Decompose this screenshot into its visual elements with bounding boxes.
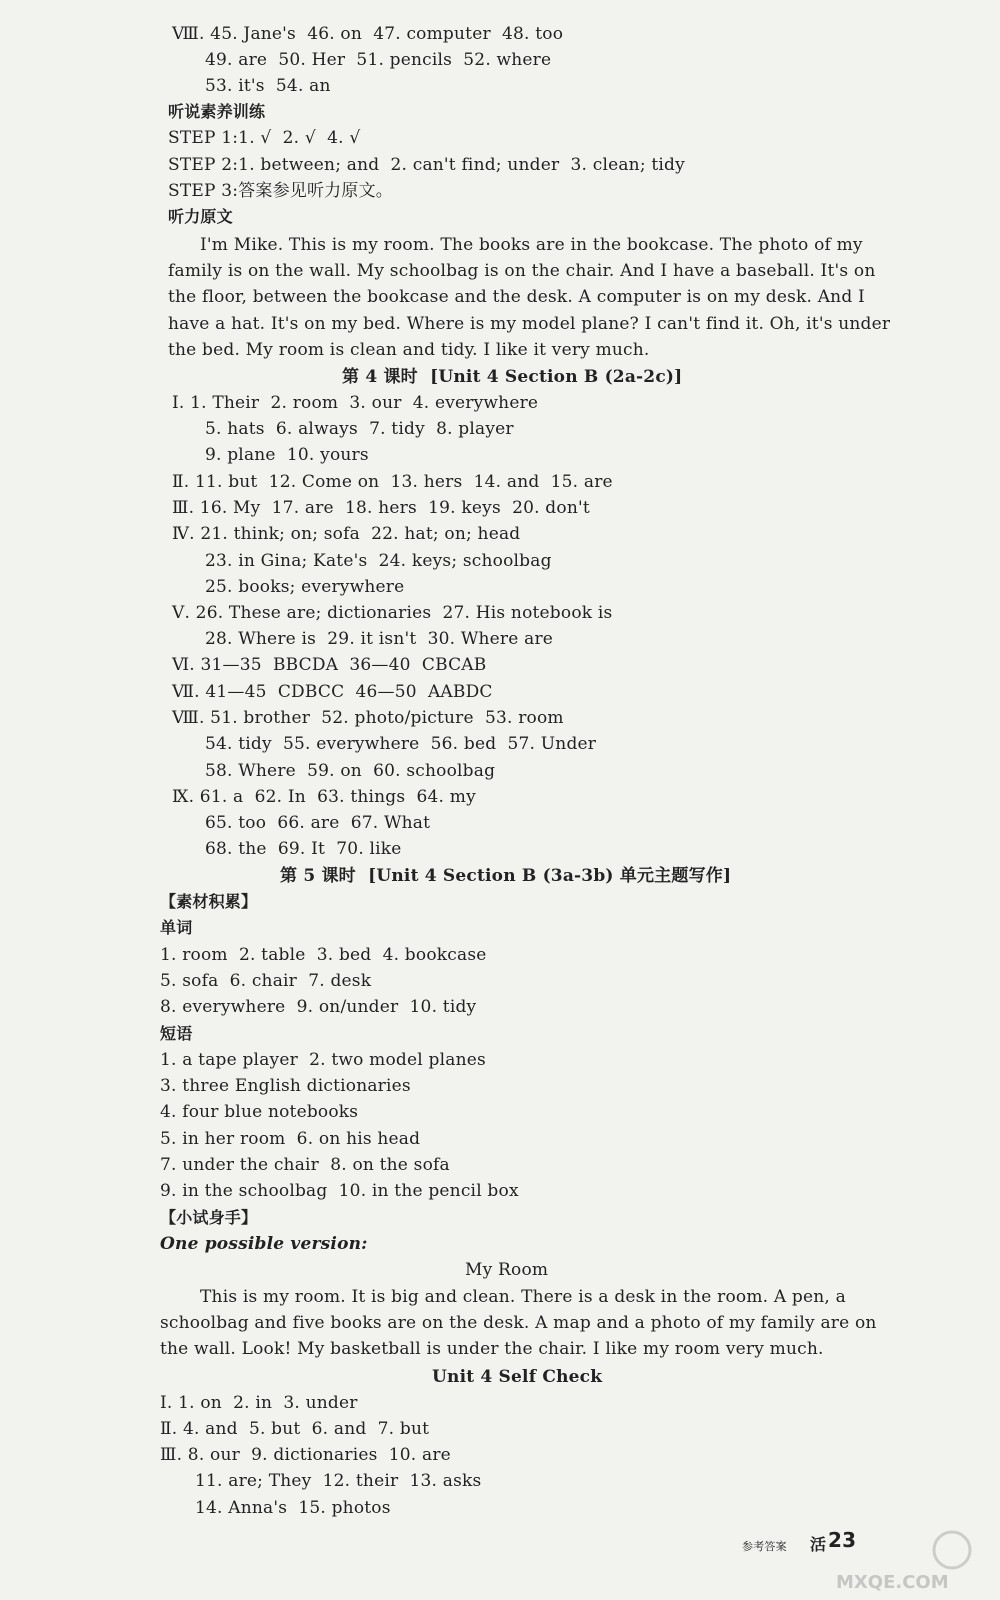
watermark-logo	[832, 1524, 982, 1594]
self-check-ii-line: Ⅱ. 4. and 5. but 6. and 7. but	[160, 1419, 430, 1439]
phrases-line-5: 7. under the chair 8. on the sofa	[160, 1155, 450, 1175]
footer-section-label: 参考答案	[742, 1540, 787, 1553]
self-check-iii-line-2: 11. are; They 12. their 13. asks	[195, 1471, 482, 1491]
listening-speaking-heading: 听说素养训练	[168, 102, 266, 121]
script-line-3: the floor, between the bookcase and the desk. A computer is on my desk. And I	[168, 287, 865, 307]
step-2-line: STEP 2:1. between; and 2. can't find; under 3. clean; tidy	[168, 155, 685, 175]
try-it-heading: 【小试身手】	[160, 1208, 258, 1227]
words-heading: 单词	[160, 918, 193, 937]
listening-script-heading: 听力原文	[168, 207, 233, 226]
material-accumulation-heading: 【素材积累】	[160, 892, 258, 911]
words-line-2: 5. sofa 6. chair 7. desk	[160, 971, 372, 991]
script-line-4: have a hat. It's on my bed. Where is my model plane? I can't find it. Oh, it's under	[168, 314, 891, 334]
script-line-2: family is on the wall. My schoolbag is on the chair. And I have a baseball. It's on	[168, 261, 876, 281]
lesson4-ix-line-2: 65. too 66. are 67. What	[205, 813, 431, 833]
essay-title: My Room	[465, 1260, 549, 1280]
lesson4-vi-line: Ⅵ. 31—35 BBCDA 36—40 CBCAB	[172, 655, 487, 675]
self-check-iii-line-3: 14. Anna's 15. photos	[195, 1498, 391, 1518]
section-viii-line-1: Ⅷ. 45. Jane's 46. on 47. computer 48. too	[172, 24, 564, 44]
script-line-1: I'm Mike. This is my room. The books are in the bookcase. The photo of my	[200, 235, 863, 255]
lesson4-iv-line-2: 23. in Gina; Kate's 24. keys; schoolbag	[205, 551, 552, 571]
lesson4-i-line-1: Ⅰ. 1. Their 2. room 3. our 4. everywhere	[172, 393, 539, 413]
words-line-1: 1. room 2. table 3. bed 4. bookcase	[160, 945, 487, 965]
self-check-iii-line-1: Ⅲ. 8. our 9. dictionaries 10. are	[160, 1445, 451, 1465]
phrases-line-2: 3. three English dictionaries	[160, 1076, 411, 1096]
phrases-line-6: 9. in the schoolbag 10. in the pencil box	[160, 1181, 519, 1201]
step-3-line: STEP 3:答案参见听力原文。	[168, 181, 393, 201]
essay-line-1: This is my room. It is big and clean. There is a desk in the room. A pen, a	[200, 1287, 846, 1307]
lesson4-v-line-1: Ⅴ. 26. These are; dictionaries 27. His notebook is	[172, 603, 613, 623]
watermark-circle-icon	[934, 1532, 970, 1568]
phrases-line-1: 1. a tape player 2. two model planes	[160, 1050, 486, 1070]
possible-version-label: One possible version:	[160, 1234, 368, 1254]
footer-brand: 活	[810, 1535, 827, 1554]
lesson4-ii-line: Ⅱ. 11. but 12. Come on 13. hers 14. and 15. are	[172, 472, 613, 492]
lesson4-viii-line-2: 54. tidy 55. everywhere 56. bed 57. Under	[205, 734, 597, 754]
lesson-4-title: 第 4 课时 [Unit 4 Section B (2a-2c)]	[342, 367, 683, 387]
self-check-title: Unit 4 Self Check	[432, 1367, 603, 1387]
lesson4-ix-line-3: 68. the 69. It 70. like	[205, 839, 402, 859]
phrases-line-3: 4. four blue notebooks	[160, 1102, 359, 1122]
lesson4-v-line-2: 28. Where is 29. it isn't 30. Where are	[205, 629, 554, 649]
lesson4-viii-line-3: 58. Where 59. on 60. schoolbag	[205, 761, 496, 781]
essay-line-2: schoolbag and five books are on the desk. A map and a photo of my family are on	[160, 1313, 877, 1333]
essay-line-3: the wall. Look! My basketball is under the chair. I like my room very much.	[160, 1339, 824, 1359]
lesson4-iv-line-1: Ⅳ. 21. think; on; sofa 22. hat; on; head	[172, 524, 521, 544]
page-number: 23	[828, 1528, 857, 1552]
lesson4-iv-line-3: 25. books; everywhere	[205, 577, 405, 597]
words-line-3: 8. everywhere 9. on/under 10. tidy	[160, 997, 477, 1017]
lesson4-i-line-2: 5. hats 6. always 7. tidy 8. player	[205, 419, 514, 439]
self-check-i-line: Ⅰ. 1. on 2. in 3. under	[160, 1393, 358, 1413]
phrases-heading: 短语	[160, 1024, 193, 1043]
script-line-5: the bed. My room is clean and tidy. I like it very much.	[168, 340, 650, 360]
section-viii-line-2: 49. are 50. Her 51. pencils 52. where	[205, 50, 552, 70]
lesson4-iii-line: Ⅲ. 16. My 17. are 18. hers 19. keys 20. don't	[172, 498, 590, 518]
step-1-line: STEP 1:1. √ 2. √ 4. √	[168, 128, 361, 148]
lesson4-viii-line-1: Ⅷ. 51. brother 52. photo/picture 53. room	[172, 708, 564, 728]
watermark-text: MXQE.COM	[836, 1572, 949, 1593]
lesson4-vii-line: Ⅶ. 41—45 CDBCC 46—50 AABDC	[172, 682, 493, 702]
phrases-line-4: 5. in her room 6. on his head	[160, 1129, 421, 1149]
lesson-5-title: 第 5 课时 [Unit 4 Section B (3a-3b) 单元主题写作]	[280, 866, 732, 886]
section-viii-line-3: 53. it's 54. an	[205, 76, 331, 96]
lesson4-ix-line-1: Ⅸ. 61. a 62. In 63. things 64. my	[172, 787, 476, 807]
lesson4-i-line-3: 9. plane 10. yours	[205, 445, 369, 465]
